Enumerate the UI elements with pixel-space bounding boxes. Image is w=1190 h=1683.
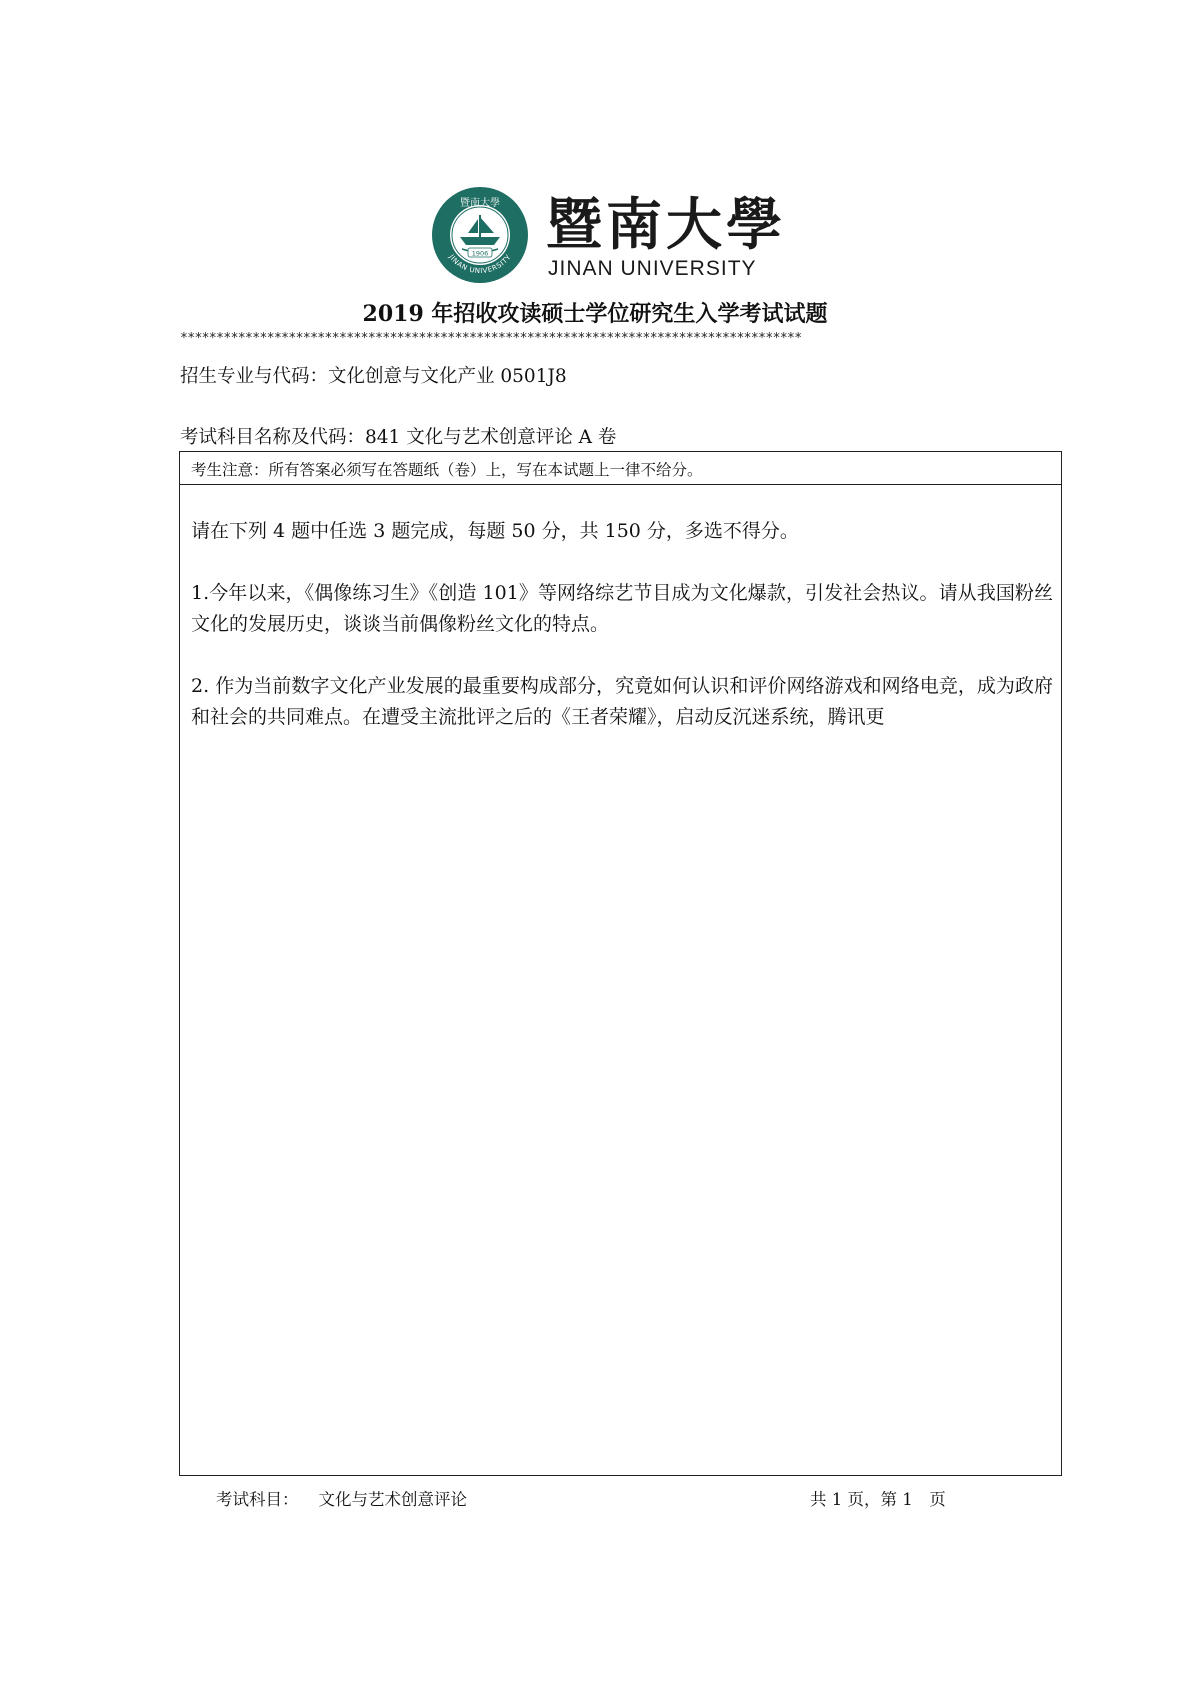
question-box — [179, 451, 1062, 1476]
wordmark-english: JINAN UNIVERSITY — [548, 257, 757, 280]
seal-top-text: 暨南大學 — [460, 198, 500, 209]
candidate-notice: 考生注意：所有答案必须写在答题纸（卷）上，写在本试题上一律不给分。 — [191, 461, 703, 479]
answer-instruction: 请在下列 4 题中任选 3 题完成，每题 50 分，共 150 分，多选不得分。 — [191, 520, 799, 542]
footer-subject-label: 考试科目： — [216, 1490, 299, 1509]
major-and-code: 招生专业与代码：文化创意与文化产业 0501J8 — [180, 366, 567, 387]
footer-subject — [216, 1486, 467, 1510]
separator-line: ************************************************************************************** — [180, 332, 802, 346]
seal-bottom-text: JINAN UNIVERSITY — [447, 253, 513, 276]
footer-page-info: 共 1 页，第 1 页 — [810, 1490, 946, 1509]
footer-subject-name: 文化与艺术创意评论 — [318, 1490, 467, 1509]
exam-title: 2019 年招收攻读硕士学位研究生入学考试试题 — [362, 301, 828, 327]
university-wordmark — [546, 185, 786, 285]
subject-and-code: 考试科目名称及代码：841 文化与艺术创意评论 A 卷 — [180, 427, 617, 448]
candidate-notice-row — [180, 452, 1061, 485]
wordmark-chinese: 暨南大學 — [546, 192, 786, 258]
question-1: 1.今年以来，《偶像练习生》《创造 101》等网络综艺节目成为文化爆款，引发社会热议。请从我国粉丝文化的发展历史，谈谈当前偶像粉丝文化的特点。 — [191, 582, 1053, 635]
question-2: 2. 作为当前数字文化产业发展的最重要构成部分，究竟如何认识和评价网络游戏和网络电竞，成为政府和社会的共同难点。在遭受主流批评之后的《王者荣耀》，启动反沉迷系统，腾讯更 — [191, 675, 1053, 728]
university-seal-icon — [430, 185, 530, 285]
question-content — [191, 516, 1053, 764]
seal-year: 1906 — [471, 249, 489, 258]
university-logo — [430, 185, 786, 285]
